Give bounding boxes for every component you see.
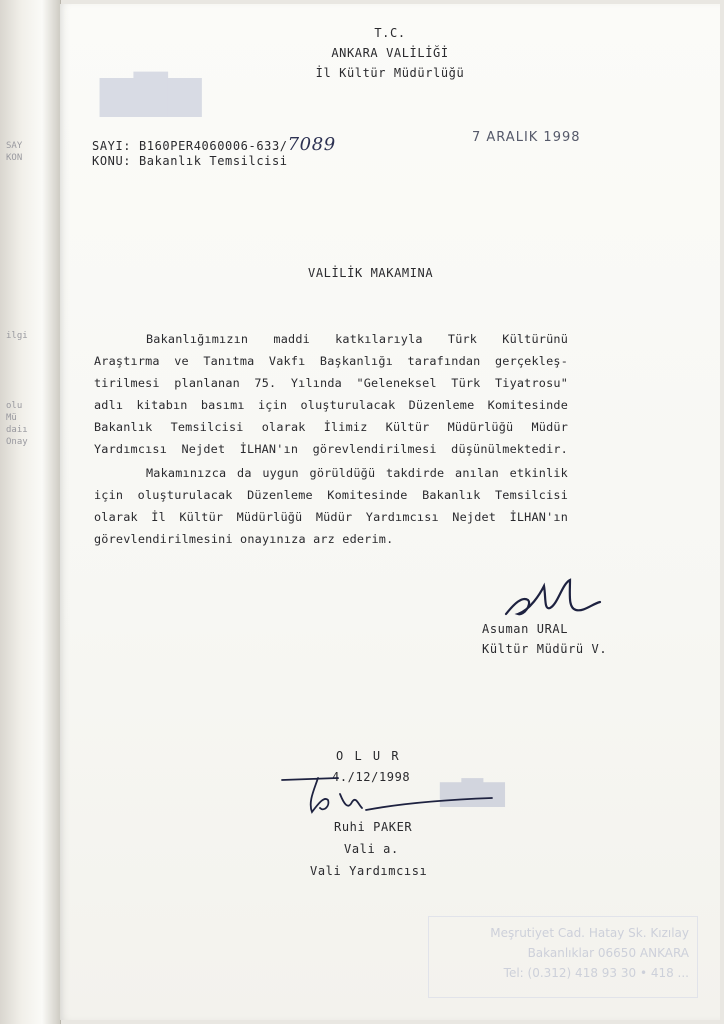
paragraph1-line: Araştırma ve Tanıtma Vakfı Başkanlığı tarafından gerçekleş-	[94, 354, 568, 368]
paragraph1-line: Yardımcısı Nejdet İLHAN'ın görevlendirilmesi düşünülmektedir.	[94, 442, 568, 456]
showthrough-logo: ▆▇▆	[440, 774, 505, 807]
approval-name: Ruhi PAKER	[334, 820, 413, 834]
header-department: İl Kültür Müdürlüğü	[315, 66, 465, 80]
date-stamp: 7 ARALIK 1998	[472, 130, 581, 145]
paragraph1-line: tirilmesi planlanan 75. Yılında "Geleneksel Türk Tiyatrosu"	[94, 376, 568, 390]
showthrough-address	[428, 916, 698, 998]
addressee: VALİLİK MAKAMINA	[308, 266, 434, 280]
paragraph2-last-line: görevlendirilmesini onayınıza arz ederim.	[94, 532, 394, 546]
approval-line2: Vali Yardımcısı	[310, 864, 428, 878]
letter-page	[60, 4, 720, 1020]
konu-line	[92, 154, 288, 168]
signature-ural	[500, 574, 610, 624]
signatory-title: Kültür Müdürü V.	[482, 642, 608, 656]
signatory-name: Asuman URAL	[482, 622, 569, 636]
approval-olur: O L U R	[336, 749, 401, 763]
watermark-line: Meşrutiyet Cad. Hatay Sk. Kızılay	[490, 926, 689, 940]
spine-fragment: ilgi	[6, 331, 28, 341]
paragraph1-line: adlı kitabın basımı için oluşturulacak Düzenleme Komitesinde	[94, 398, 568, 412]
sayi-line	[92, 134, 336, 155]
sayi-label: SAYI:	[92, 139, 132, 153]
paragraph2-line: için oluşturulacak Düzenleme Komitesinde Bakanlık Temsilcisi	[94, 488, 568, 502]
showthrough-logo: ▆▇▆	[100, 66, 202, 117]
signature-paker	[278, 774, 498, 824]
sayi-value: B160PER4060006-633/	[138, 139, 288, 153]
approval-line1: Vali a.	[344, 842, 399, 856]
approval-date: 4./12/1998	[332, 770, 411, 784]
paragraph2-line: olarak İl Kültür Müdürlüğü Müdür Yardımcısı Nejdet İLHAN'ın	[94, 510, 568, 524]
paragraph1-line: Bakanlık Temsilcisi olarak İlimiz Kültür Müdürlüğü Müdür	[94, 420, 568, 434]
spine-fragment: olu Mü daiı Onay	[6, 401, 28, 447]
paragraph2-line: Makamınızca da uygun görüldüğü takdirde anılan etkinlik	[146, 466, 568, 480]
watermark-line: Bakanlıklar 06650 ANKARA	[527, 946, 689, 960]
spine-fragment: SAY KON	[6, 141, 23, 163]
header-institution: ANKARA VALİLİĞİ	[331, 46, 449, 60]
paragraph1-line: Bakanlığımızın maddi katkılarıyla Türk Kültürünü	[146, 332, 568, 346]
konu-value: Bakanlık Temsilcisi	[138, 154, 288, 168]
sayi-handwritten-number: 7089	[287, 134, 336, 155]
konu-label: KONU:	[92, 154, 132, 168]
header-tc: T.C.	[374, 26, 406, 40]
watermark-line: Tel: (0.312) 418 93 30 • 418 ...	[503, 966, 689, 980]
adjacent-page-spine	[0, 0, 61, 1024]
